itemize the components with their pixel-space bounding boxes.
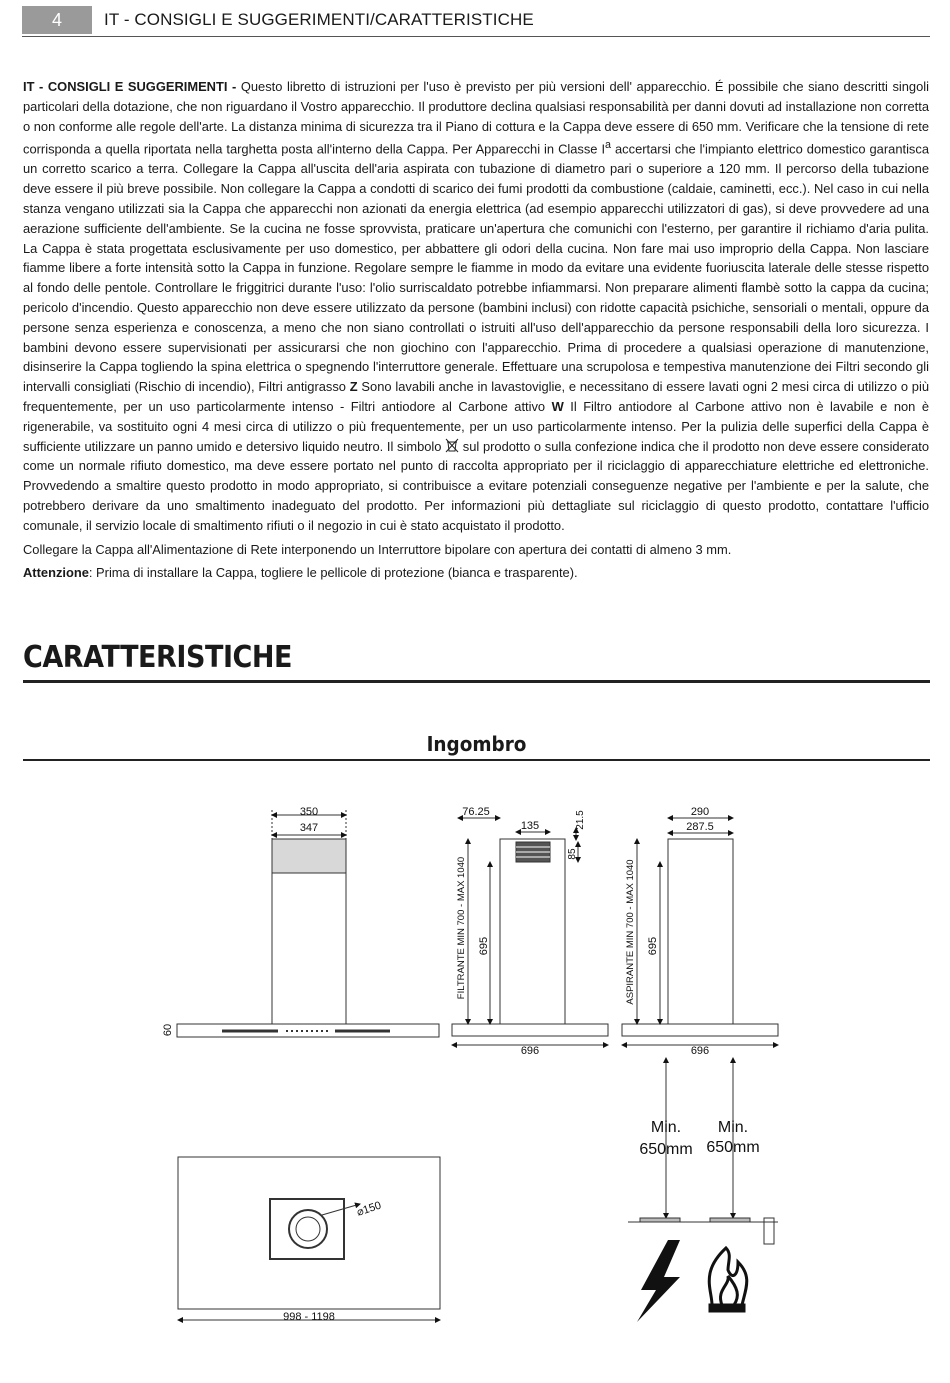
- front-width-inner: 347: [299, 822, 319, 834]
- top-view-width: 998 - 1198: [283, 1311, 335, 1323]
- filtrante-top-offset: 76.25: [462, 806, 490, 818]
- top-view: [178, 1157, 440, 1320]
- filtrante-outlet-height: 85: [567, 848, 578, 860]
- filtrante-height: 695: [478, 936, 490, 956]
- filter-w-letter: W: [551, 399, 564, 415]
- front-width-outer: 350: [299, 806, 319, 818]
- aspirante-depth: 696: [690, 1045, 710, 1057]
- intro-text-4: Il Filtro antiodore al Carbone attivo non è lavabile e non è rigenerabile, va sostituito ogni 4 mesi circa di utilizzo o più frequentemente, per un uso particolarmente intenso. Per la pulizia delle superfici della Cappa è sufficiente utilizzare un panno umido e detersivo liquido neutro. Il simbolo: [23, 399, 929, 454]
- duct-diameter: ⌀150: [355, 1199, 383, 1219]
- aspirante-height: 695: [647, 936, 659, 956]
- clearance-label-2a: Min.: [717, 1119, 749, 1136]
- side-view-aspirante: [622, 818, 778, 1045]
- intro-lead: IT - CONSIGLI E SUGGERIMENTI -: [23, 79, 237, 94]
- intro-text-1: Questo libretto di istruzioni per l'uso è previsto per più versioni dell' apparecchio. É possibile che siano descritti singoli particolari della dotazione, che non riguardano il Vostro apparecchio. Il produttore declina qualsiasi responsabilità per danni dovuti ad installazione non corretta o non conforme alle regole dell'arte. La distanza minima di sicurezza tra il Piano di cottura e la Cappa deve essere di 650 mm. Verificare che la tensione di rete corrisponda a quella riportata nella targhetta posta all'interno della Cappa. Per Apparecchi in Classe I: [23, 79, 930, 157]
- aspirante-width-outer: 290: [690, 806, 710, 818]
- aspirante-width-inner: 287.5: [686, 821, 714, 833]
- front-base-height: 60: [162, 1023, 174, 1037]
- clearance-label-1a: Min.: [650, 1119, 682, 1136]
- filtrante-range-label: FILTRANTE MIN 700 - MAX 1040: [456, 856, 467, 1000]
- flame-hazard-icon: [709, 1248, 747, 1311]
- page-number-badge: 4: [22, 6, 92, 34]
- aspirante-range-label: ASPIRANTE MIN 700 - MAX 1040: [625, 859, 636, 1005]
- filter-z-letter: Z: [349, 379, 358, 395]
- electricity-hazard-icon: [637, 1240, 680, 1322]
- subsection-title: Ingombro: [426, 732, 527, 756]
- clearance-label-2b: 650mm: [706, 1139, 760, 1156]
- clearance-label-1b: 650mm: [639, 1141, 693, 1158]
- page-header-title: IT - CONSIGLI E SUGGERIMENTI/CARATTERISTICHE: [104, 10, 534, 29]
- front-view: [177, 810, 439, 1037]
- attention-text: : Prima di installare la Cappa, togliere le pellicole di protezione (bianca e trasparente).: [88, 565, 578, 581]
- side-view-filtrante: [452, 818, 608, 1045]
- filtrante-small-dim: 21.5: [575, 810, 586, 830]
- filtrante-outlet-width: 135: [520, 820, 540, 832]
- filtrante-depth: 696: [520, 1045, 540, 1057]
- attention-label: Attenzione: [23, 565, 89, 581]
- intro-text-3: Sono lavabili anche in lavastoviglie, e necessitano di essere lavati ogni 2 mesi circa di utilizzo o più frequentemente, per un uso particolarmente intenso - Filtri antiodore al Carbone attivo: [23, 379, 929, 415]
- power-paragraph: Collegare la Cappa all'Alimentazione di Rete interponendo un Interruttore bipolare con apertura dei contatti di almeno 3 mm.: [23, 541, 732, 557]
- class-superscript: a: [605, 139, 612, 152]
- section-title: CARATTERISTICHE: [23, 640, 293, 675]
- intro-text-5: sul prodotto o sulla confezione indica che il prodotto non deve essere considerato come un normale rifiuto domestico, ma deve essere portato nel punto di raccolta appropriato per il riciclaggio di apparecchiature elettriche ed elettroniche. Provvedendo a smaltire questo prodotto in modo appropriato, si contribuisce a evitare potenziali conseguenze negative per l'ambiente e per la salute, che potrebbero derivare da uno smaltimento inadeguato del prodotto. Per informazioni più dettagliate sul riciclaggio di questo prodotto, contattare l'ufficio comunale, il servizio locale di smaltimento rifiuti o il negozio in cui è stato acquistato il prodotto.: [23, 438, 929, 533]
- intro-text-2: accertarsi che l'impianto elettrico domestico garantisca un corretto scarico a terra. Collegare la Cappa all'uscita dell'aria aspirata con tubazione di diametro pari o superiore a 120 mm. Il percorso della tubazione deve essere il più breve possibile. Non collegare la Cappa a condotti di scarico dei fumi prodotti da combustione (caldaie, caminetti, ecc.). Nel caso in cui nella stanza vengano utilizzati sia la Cappa che apparecchi non azionati da energia elettrica (ad esempio apparecchi utilizzatori di gas), si deve provvedere ad una aerazione sufficiente dell'ambiente. Se la cucina ne fosse sprovvista, praticare un'apertura che comunichi con l'esterno, per garantire il richiamo d'aria pulita. La Cappa è stata progettata esclusivamente per uso domestico, per abbattere gli odori della cucina. Non fare mai uso improprio della Cappa. Non lasciare fiamme libere a forte intensità sotto la Cappa in funzione. Regolare sempre le fiamme in modo da evitare una evidente fuoriuscita laterale delle stesse rispetto al fondo delle pentole. Controllare le friggitrici durante l'uso: l'olio surriscaldato potrebbe infiammarsi. Non preparare alimenti flambè sotto la cappa da cucina; pericolo d'incendio. Questo apparecchio non deve essere utilizzato da persone (bambini inclusi) con ridotte capacità psichiche, sensoriali o mentali, oppure da persone senza esperienza e conoscenza, a meno che non siano controllati o istruiti all'uso dell'apparecchio da persone responsabili della loro sicurezza. I bambini devono essere supervisionati per assicurarsi che non giochino con l'apparecchio. Prima di procedere a qualsiasi operazione di manutenzione, disinserire la Cappa togliendo la spina elettrica o spegnendo l'interruttore generale. Effettuare una scrupolosa e tempestiva manutenzione dei Filtri secondo gli intervalli consigliati (Rischio di incendio), Filtri antigrasso: [23, 141, 929, 395]
